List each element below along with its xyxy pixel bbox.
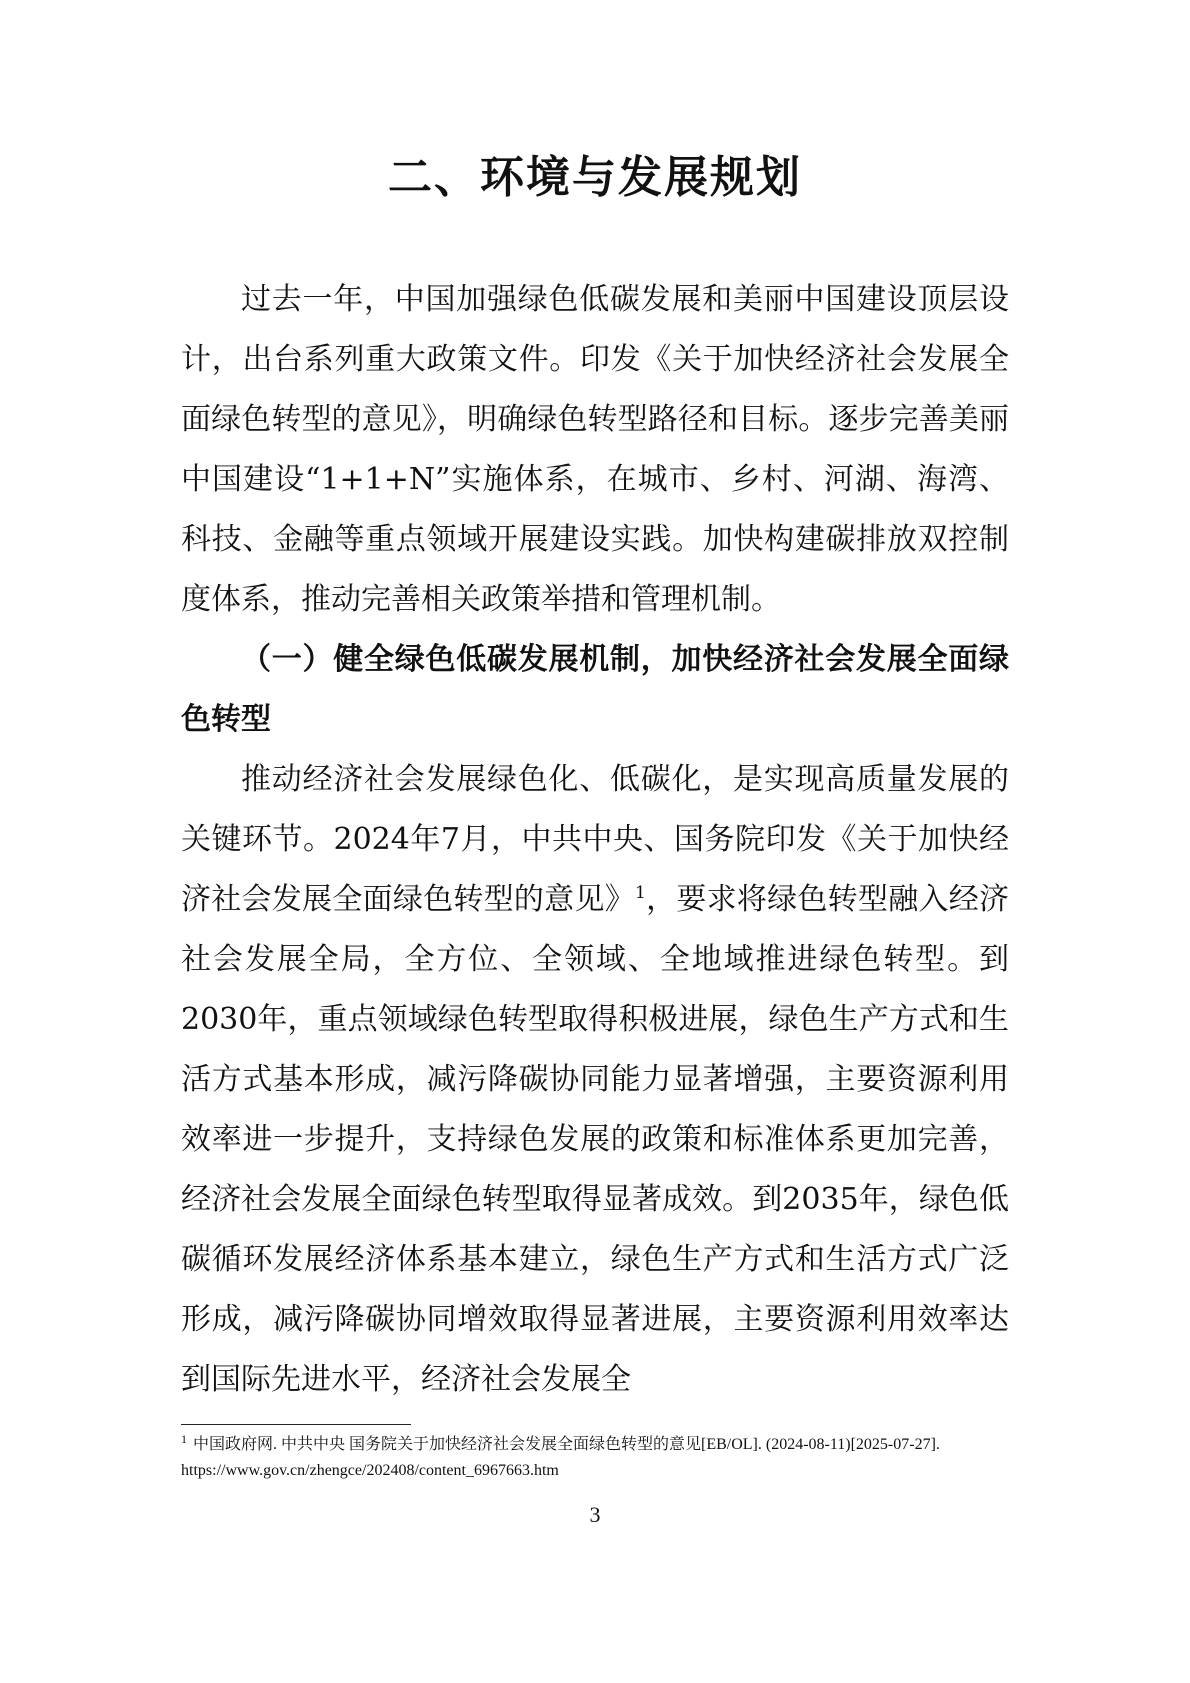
paragraph-text-part-1: 推动经济社会发展绿色化、低碳化，是实现高质量发展的关键环节。2024年7月，中共中央、国务院印发《关于加快经济社会发展全面绿色转型的意见》 — [181, 762, 1009, 917]
footnote-reference[interactable]: 1 — [634, 883, 646, 903]
page-number: 3 — [589, 1502, 601, 1527]
footnote-text: 中国政府网. 中共中央 国务院关于加快经济社会发展全面绿色转型的意见[EB/OL]. (2024-08-11)[2025-07-27]. https://www.gov.cn/zhengce/202408/content_6967663.htm — [181, 1436, 940, 1479]
paragraph-text-part-2: ，要求将绿色转型融入经济社会发展全局，全方位、全领域、全地域推进绿色转型。到2030年，重点领域绿色转型取得积极进展，绿色生产方式和生活方式基本形成，减污降碳协同能力显著增强，主要资源利用效率进一步提升，支持绿色发展的政策和标准体系更加完善，经济社会发展全面绿色转型取得显著成效。到2035年，绿色低碳循环发展经济体系基本建立，绿色生产方式和生活方式广泛形成，减污降碳协同增效取得显著进展，主要资源利用效率达到国际先进水平，经济社会发展全 — [181, 882, 1009, 1397]
intro-paragraph: 过去一年，中国加强绿色低碳发展和美丽中国建设顶层设计，出台系列重大政策文件。印发《关于加快经济社会发展全面绿色转型的意见》，明确绿色转型路径和目标。逐步完善美丽中国建设“1+1+N”实施体系，在城市、乡村、河湖、海湾、科技、金融等重点领域开展建设实践。加快构建碳排放双控制度体系，推动完善相关政策举措和管理机制。 — [181, 282, 1009, 617]
body-text — [181, 270, 1009, 1410]
footnote-mark: 1 — [181, 1431, 187, 1446]
footnote — [181, 1432, 1009, 1484]
subsection-heading: （一）健全绿色低碳发展机制，加快经济社会发展全面绿色转型 — [181, 642, 1009, 737]
section-title: 二、环境与发展规划 — [388, 152, 802, 203]
footnote-divider — [181, 1424, 411, 1425]
body-paragraph — [181, 750, 1009, 1410]
